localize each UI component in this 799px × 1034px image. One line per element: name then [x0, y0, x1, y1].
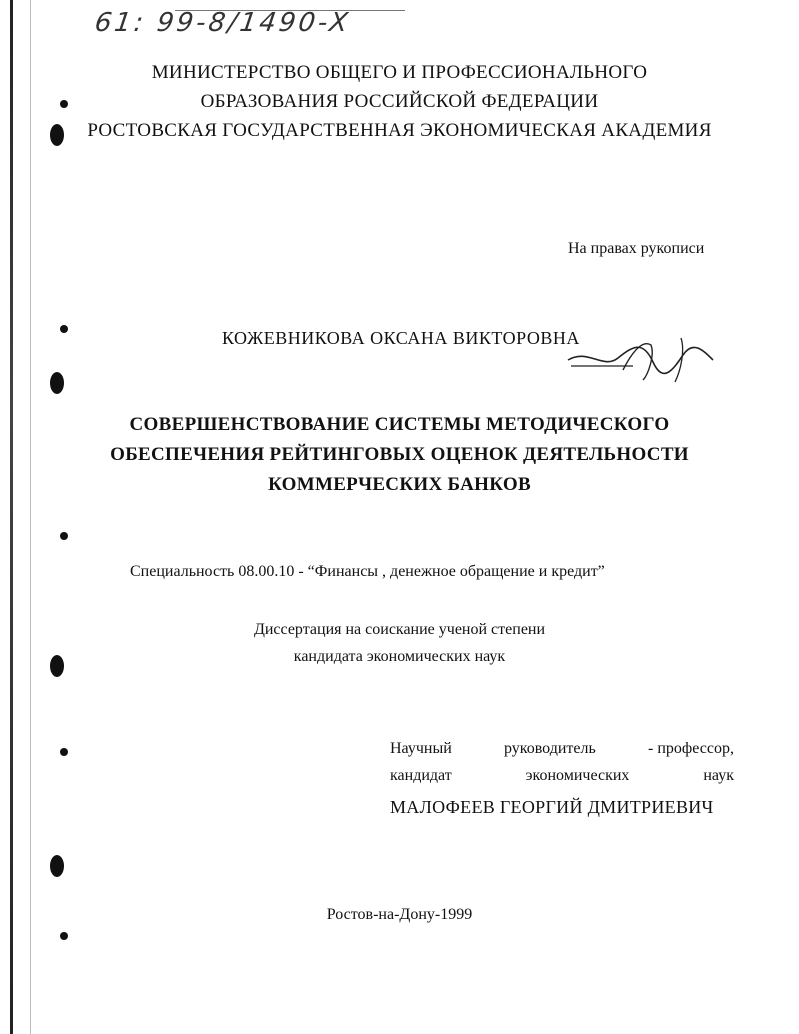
manuscript-note: На правах рукописи — [568, 240, 705, 257]
academy-name: РОСТОВСКАЯ ГОСУДАРСТВЕННАЯ ЭКОНОМИЧЕСКАЯ АКАДЕМИЯ — [87, 120, 712, 141]
supervisor-role — [390, 740, 734, 758]
supervisor-name: МАЛОФЕЕВ ГЕОРГИЙ ДМИТРИЕВИЧ — [390, 797, 714, 817]
scan-edge — [10, 0, 13, 1034]
supervisor-degree — [390, 767, 734, 785]
supervisor-word: наук — [703, 767, 734, 784]
punch-hole — [50, 855, 64, 877]
specialty: Специальность 08.00.10 - “Финансы , денежное обращение и кредит” — [130, 563, 605, 580]
city-year: Ростов-на-Дону-1999 — [326, 906, 473, 923]
scan-margin-line — [30, 0, 31, 1034]
supervisor-word: - профессор, — [648, 740, 734, 757]
thesis-title-line-2: ОБЕСПЕЧЕНИЯ РЕЙТИНГОВЫХ ОЦЕНОК ДЕЯТЕЛЬНОСТИ — [110, 444, 689, 465]
supervisor-word: Научный — [390, 740, 452, 757]
thesis-title-line-3: КОММЕРЧЕСКИХ БАНКОВ — [268, 474, 531, 495]
ministry-line-2: ОБРАЗОВАНИЯ РОССИЙСКОЙ ФЕДЕРАЦИИ — [200, 91, 599, 112]
author-name: КОЖЕВНИКОВА ОКСАНА ВИКТОРОВНА — [222, 328, 580, 348]
archive-number: 61: 99-8/1490-X — [92, 8, 353, 38]
author-signature — [563, 330, 723, 385]
dissertation-line-1: Диссертация на соискание ученой степени — [253, 621, 546, 638]
supervisor-word: кандидат — [390, 767, 452, 784]
supervisor-word: руководитель — [503, 740, 596, 757]
dissertation-line-2: кандидата экономических наук — [293, 648, 506, 665]
thesis-title-line-1: СОВЕРШЕНСТВОВАНИЕ СИСТЕМЫ МЕТОДИЧЕСКОГО — [129, 414, 670, 435]
ministry-line-1: МИНИСТЕРСТВО ОБЩЕГО И ПРОФЕССИОНАЛЬНОГО — [151, 62, 648, 83]
punch-hole — [50, 372, 64, 394]
supervisor-word: экономических — [525, 767, 630, 784]
binding-mark — [60, 748, 68, 756]
binding-mark — [60, 325, 68, 333]
binding-mark — [60, 532, 68, 540]
binding-mark — [60, 932, 68, 940]
